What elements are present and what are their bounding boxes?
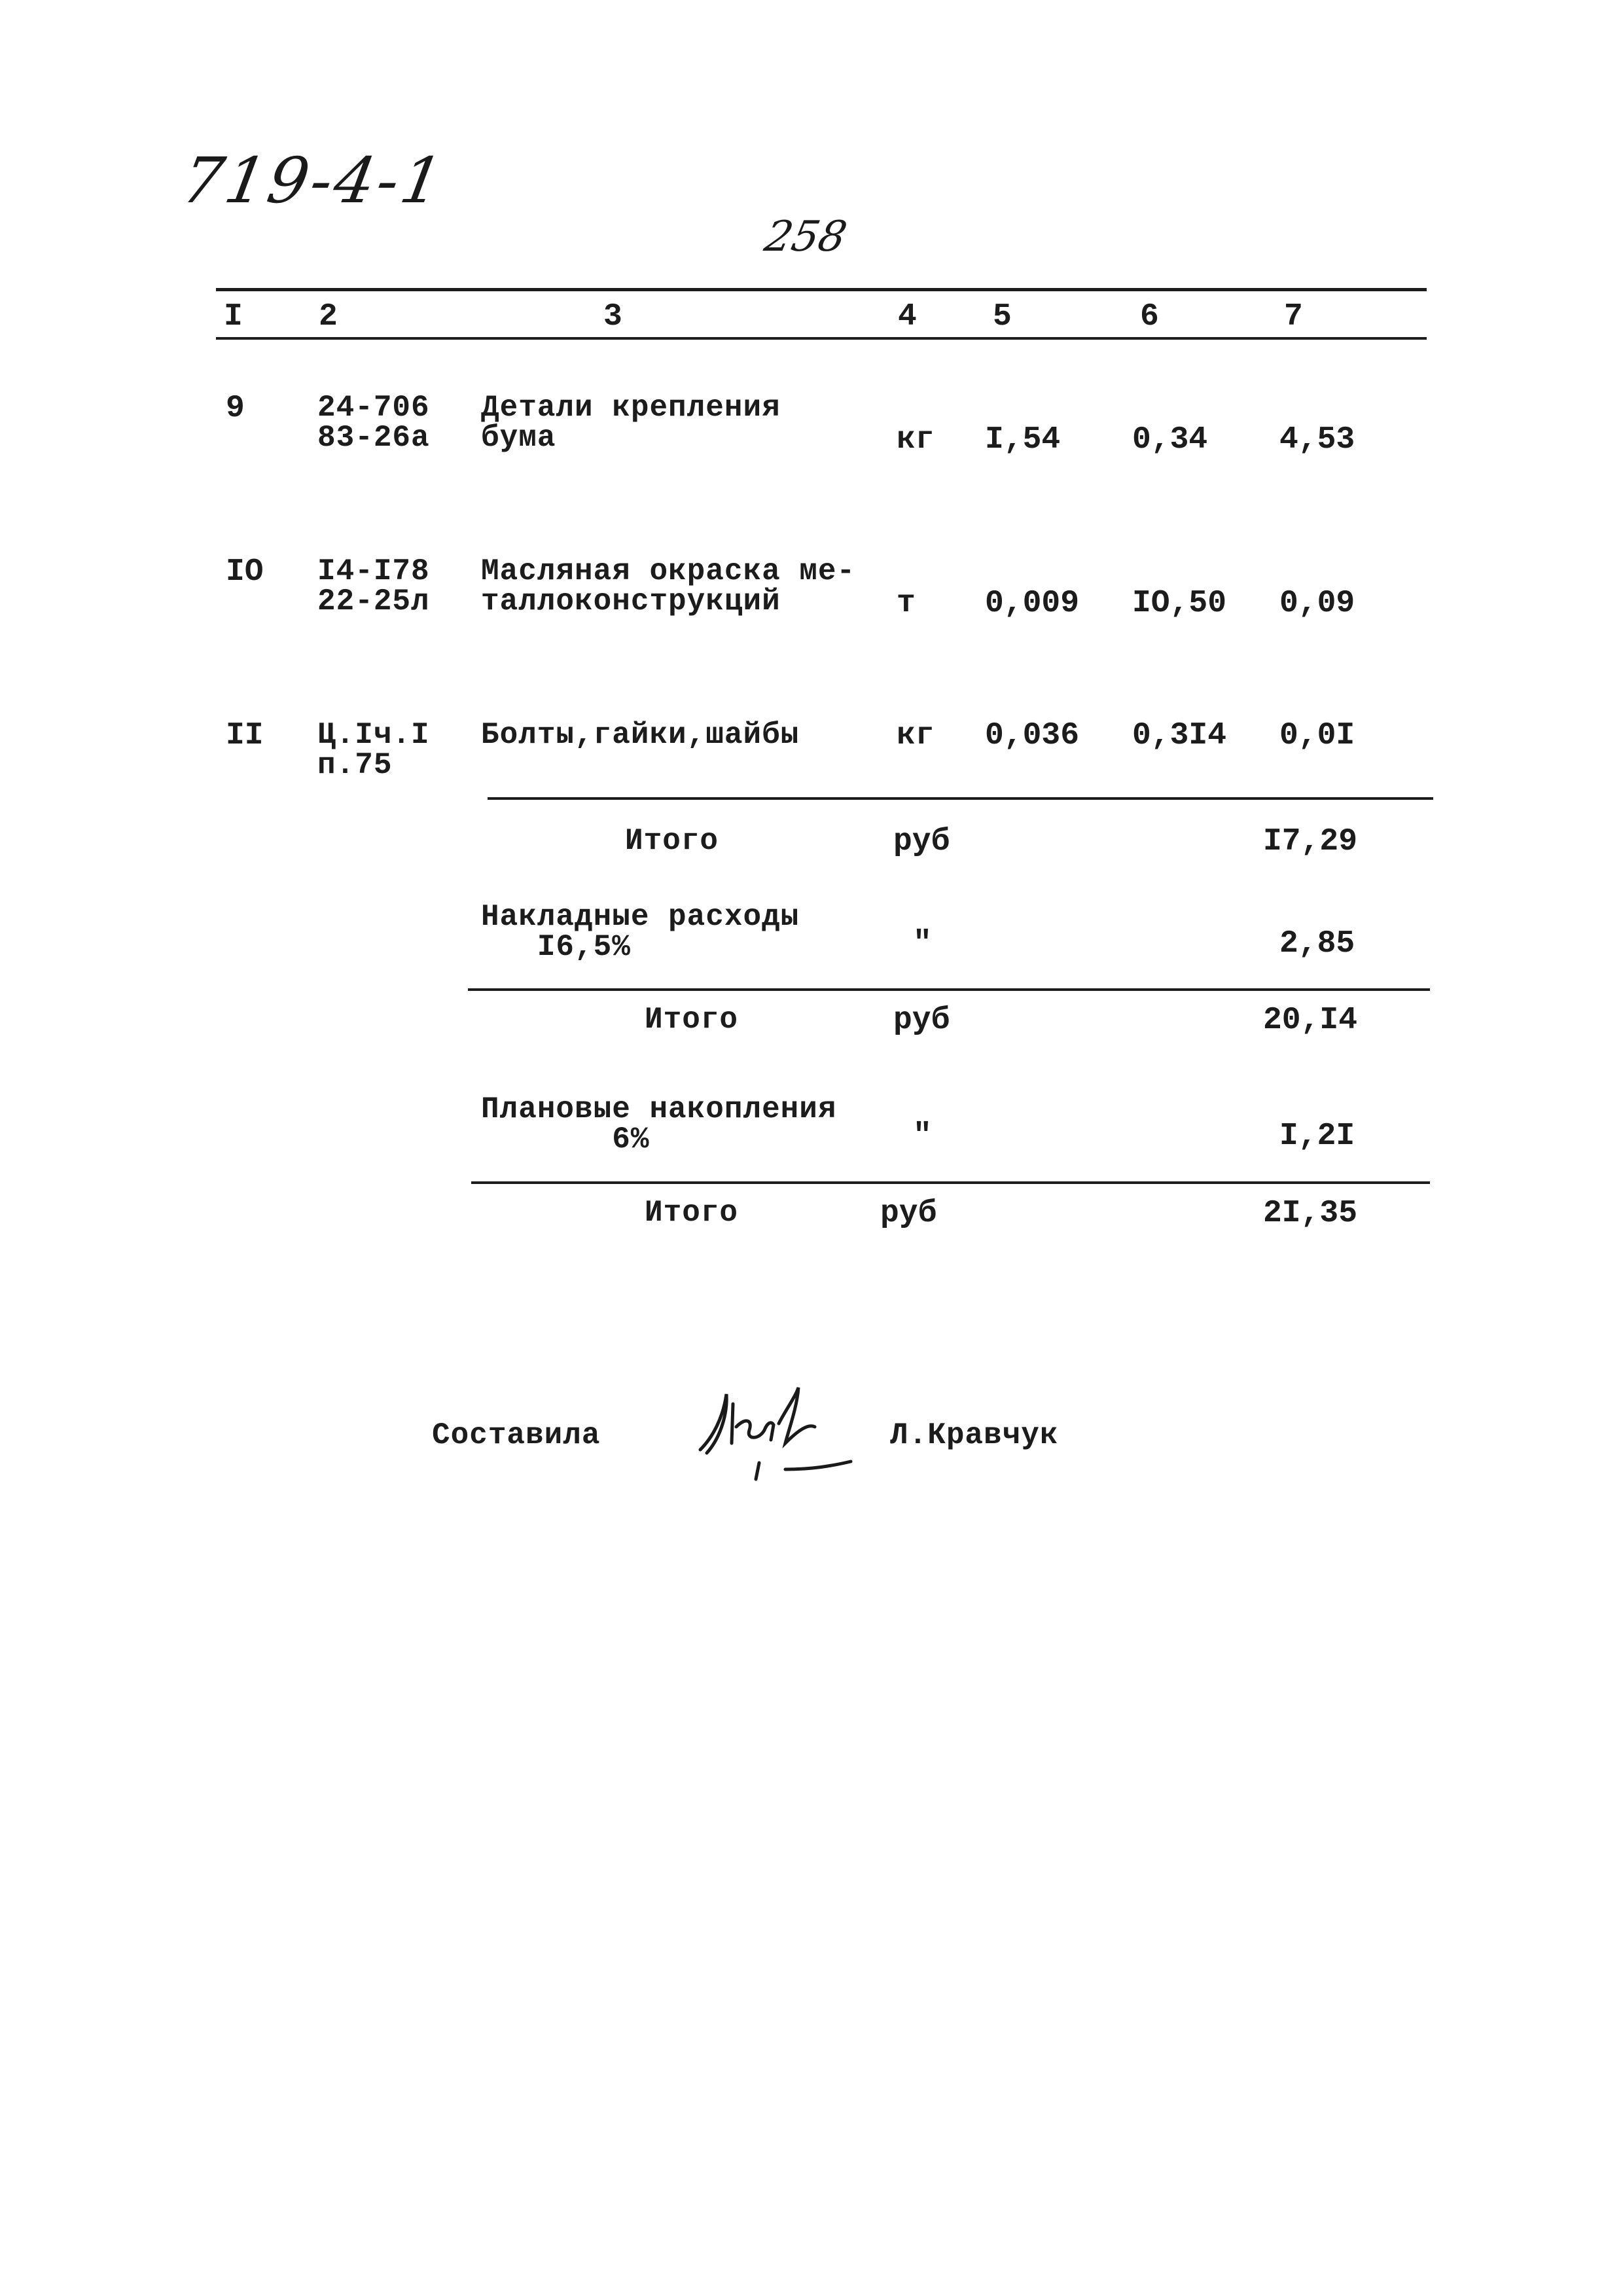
row-cost: 0,0I <box>1279 718 1355 753</box>
total-value: 2I,35 <box>1263 1196 1358 1231</box>
planned-savings-label-line1: Плановые накопления <box>481 1092 837 1126</box>
row-code-line2: 22-25л <box>317 584 430 619</box>
total-unit: " <box>913 1119 932 1154</box>
row-code-line2: 83-26а <box>317 421 430 455</box>
row-number: IO <box>226 554 264 590</box>
row-code-line1: 24-706 <box>317 391 430 425</box>
row-code-line1: I4-I78 <box>317 554 430 588</box>
row-name-line1: Болты,гайки,шайбы <box>481 718 800 752</box>
col-header-1: I <box>224 299 243 334</box>
planned-savings-label-line2: 6% <box>481 1122 650 1157</box>
total-label: Итого <box>645 1003 739 1037</box>
document-code: 719-4-1 <box>177 144 451 217</box>
row-price: 0,34 <box>1132 422 1208 457</box>
row-qty: 0,009 <box>985 586 1080 621</box>
compiled-by-label: Составила <box>432 1418 601 1452</box>
totals-rule-3 <box>471 1181 1430 1184</box>
row-name-line2: бума <box>481 421 556 455</box>
total-label: Итого <box>645 1196 739 1230</box>
total-unit: руб <box>893 1003 950 1038</box>
col-header-2: 2 <box>319 299 338 334</box>
col-header-4: 4 <box>898 299 917 334</box>
totals-rule-1 <box>488 797 1433 800</box>
col-header-7: 7 <box>1284 299 1303 334</box>
signature <box>687 1378 857 1482</box>
col-header-5: 5 <box>993 299 1012 334</box>
header-bottom-rule <box>216 337 1427 340</box>
total-value: 20,I4 <box>1263 1003 1358 1038</box>
compiler-name: Л.Кравчук <box>890 1418 1059 1452</box>
row-name-line2: таллоконструкций <box>481 584 781 619</box>
row-name-line1: Масляная окраска ме- <box>481 554 856 588</box>
total-unit: руб <box>893 824 950 859</box>
row-unit: кг <box>897 718 935 753</box>
row-price: 0,3I4 <box>1132 718 1227 753</box>
row-name-line1: Детали крепления <box>481 391 781 425</box>
row-code-line2: п.75 <box>317 748 393 782</box>
row-unit: т <box>897 586 916 621</box>
row-qty: I,54 <box>985 422 1061 457</box>
row-cost: 4,53 <box>1279 422 1355 457</box>
total-value: I7,29 <box>1263 824 1358 859</box>
row-price: IO,50 <box>1132 586 1227 621</box>
col-header-6: 6 <box>1140 299 1159 334</box>
row-qty: 0,036 <box>985 718 1080 753</box>
totals-rule-2 <box>468 988 1430 991</box>
overhead-label-line2: I6,5% <box>481 930 631 964</box>
total-label: Итого <box>625 824 719 858</box>
total-value: 2,85 <box>1279 926 1355 961</box>
total-value: I,2I <box>1279 1119 1355 1154</box>
row-number: II <box>226 718 264 753</box>
row-unit: кг <box>897 422 935 457</box>
header-top-rule <box>216 288 1427 291</box>
row-cost: 0,09 <box>1279 586 1355 621</box>
overhead-label-line1: Накладные расходы <box>481 900 800 934</box>
total-unit: " <box>913 926 932 961</box>
page-number: 258 <box>760 213 851 261</box>
col-header-3: 3 <box>603 299 622 334</box>
total-unit: руб <box>880 1196 937 1231</box>
row-number: 9 <box>226 391 245 426</box>
row-code-line1: Ц.Iч.I <box>317 718 430 752</box>
